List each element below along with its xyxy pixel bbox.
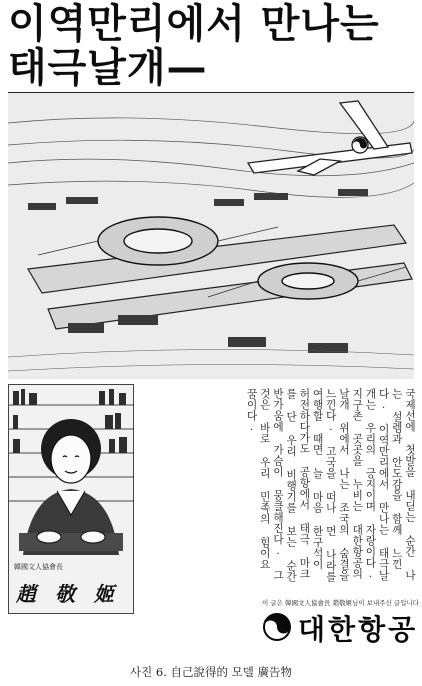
airport-illustration [8,92,414,379]
figure-caption: 사진 6. 自己說得的 모델 廣告物 [129,665,293,679]
author-title: 韓國文人協會長 [14,563,63,571]
byline: 이 글은 韓國文人協會長 趙敬姬님이 보내주신 글입니다 [262,599,419,607]
article-body: 국제선에 첫발을 내딛는 순간 나는 설렘과 안도감을 함께 느낀다. 이역만리에서 만나는 태극날개는 우리의 긍지이며 자랑이다. 지구촌 곳곳을 누비는 대한항공의 날개 위에서 나는 조국의 숨결을 느낀다. 고국을 떠나 먼 나라를 여행할 때면 늘 마음 한구석이 허전하다가도 공항에서 태극 마크를 단 우리 비행기를 보는 순간 반가움에 가슴이 뭉클해진다. 그것은 바로 우리 민족의 힘이요 꿈이다. [245,388,416,582]
author-signature: 趙 敬 姬 [16,582,120,606]
headline-line-1: 이역만리에서 만나는 [8,1,380,47]
headline [8,1,418,91]
headline-line-2: 태극날개— [8,45,208,91]
brand-name: 대한항공 [298,613,419,646]
taegeuk-logo-icon [262,612,292,642]
